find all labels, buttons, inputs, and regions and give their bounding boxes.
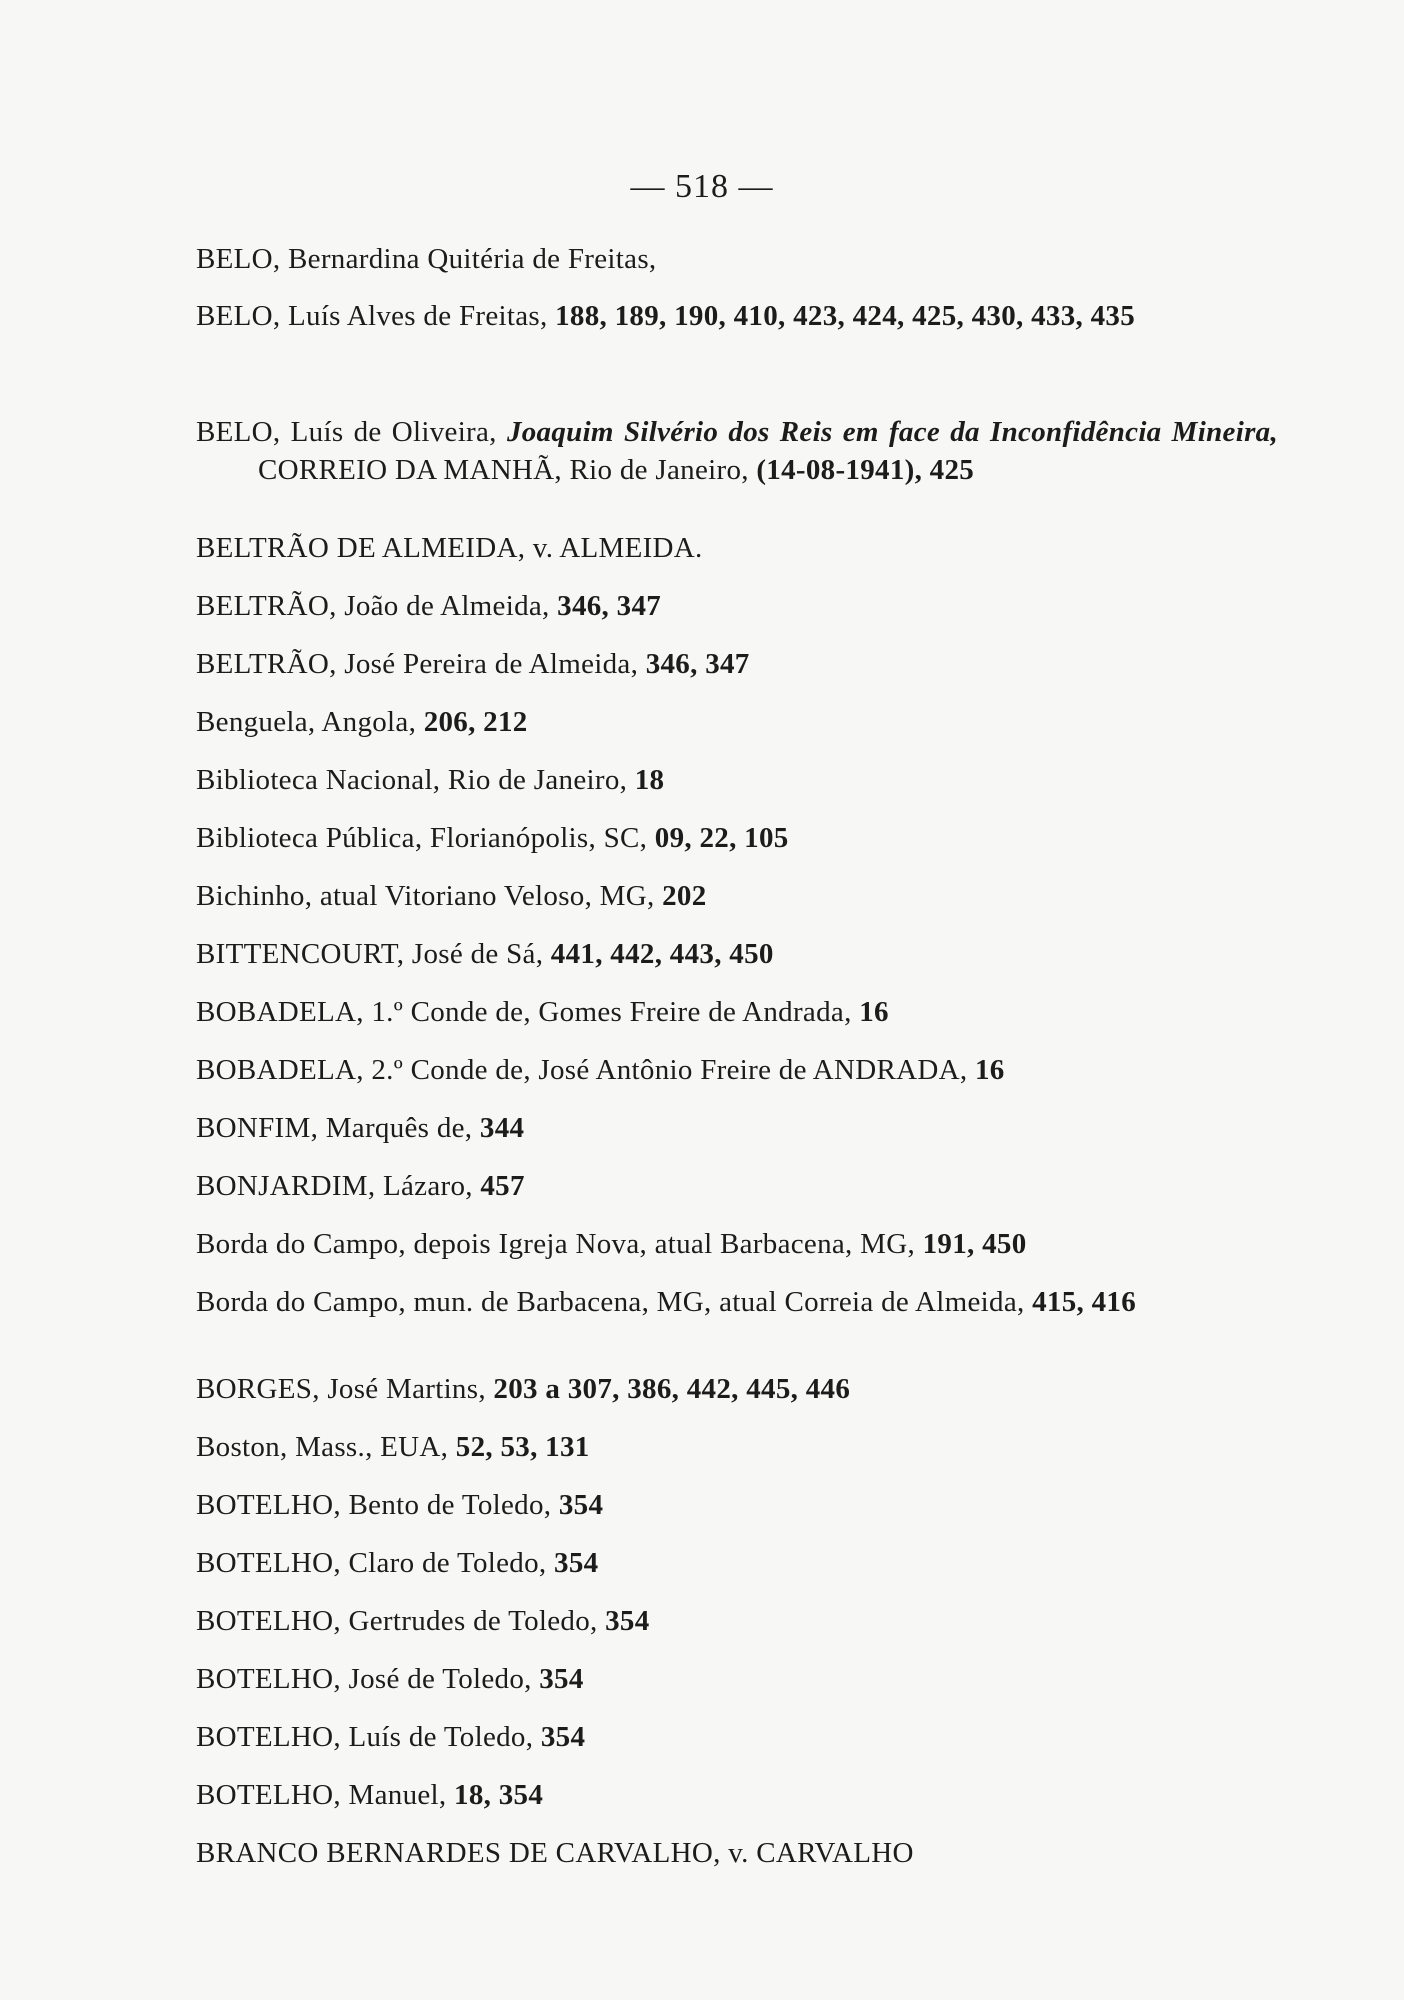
entry-text: Borda do Campo, mun. de Barbacena, MG, atual Correia de Almeida, <box>196 1286 1033 1318</box>
entry-text: BRANCO BERNARDES DE CARVALHO, v. CARVALHO <box>196 1837 914 1869</box>
entry-text: BOBADELA, 2.º Conde de, José Antônio Freire de ANDRADA, <box>196 1054 975 1086</box>
index-entry <box>196 1225 1278 1263</box>
entry-pages: 354 <box>558 1489 604 1521</box>
index-entry <box>196 935 1278 973</box>
entry-text: BELO, Luís de Oliveira, <box>196 416 507 448</box>
entry-pages: 441, 442, 443, 450 <box>550 938 774 970</box>
entry-text: Biblioteca Pública, Florianópolis, SC, <box>196 822 655 854</box>
index-entry <box>196 1718 1278 1756</box>
index-entry <box>196 703 1278 741</box>
entry-pages: 344 <box>479 1112 525 1144</box>
index-entry <box>196 1283 1278 1321</box>
index-entry <box>196 1660 1278 1698</box>
entry-pages: 206, 212 <box>423 706 528 738</box>
entry-text: BELTRÃO, José Pereira de Almeida, <box>196 648 646 680</box>
index-entry <box>196 297 1278 335</box>
index-entry <box>196 529 1278 567</box>
index-entry <box>196 645 1278 683</box>
entry-pages: 415, 416 <box>1032 1286 1137 1318</box>
index-entry <box>196 1428 1278 1466</box>
entry-text: BELO, Bernardina Quitéria de Freitas, <box>196 243 657 275</box>
entry-pages: 09, 22, 105 <box>654 822 789 854</box>
entry-pages: 202 <box>662 880 707 912</box>
entry-pages: 346, 347 <box>645 648 750 680</box>
entry-text: BONJARDIM, Lázaro, <box>196 1170 481 1202</box>
entry-text: BELTRÃO, João de Almeida, <box>196 590 558 622</box>
entry-pages: 457 <box>480 1170 525 1202</box>
entry-text: BITTENCOURT, José de Sá, <box>196 938 551 970</box>
entry-text: BOTELHO, Bento de Toledo, <box>196 1489 559 1521</box>
entry-text: BELO, Luís Alves de Freitas, <box>196 300 556 332</box>
entry-pages: 16 <box>859 996 889 1028</box>
index-entry <box>196 1370 1278 1408</box>
entry-pages: 354 <box>540 1721 586 1753</box>
entry-pages: 203 a 307, 386, 442, 445, 446 <box>493 1373 851 1405</box>
entry-text: BORGES, José Martins, <box>196 1373 494 1405</box>
index-entry <box>196 587 1278 625</box>
entry-text: BELTRÃO DE ALMEIDA, v. ALMEIDA. <box>196 532 703 564</box>
entry-text: Benguela, Angola, <box>196 706 424 738</box>
entry-text: Borda do Campo, depois Igreja Nova, atual Barbacena, MG, <box>196 1228 923 1260</box>
entry-pages: 18, 354 <box>454 1779 544 1811</box>
index-entry <box>196 1167 1278 1205</box>
entry-pages: 191, 450 <box>922 1228 1027 1260</box>
index-entry <box>196 1109 1278 1147</box>
index-entry <box>196 819 1278 857</box>
entry-text: Biblioteca Nacional, Rio de Janeiro, <box>196 764 635 796</box>
entry-text: BONFIM, Marquês de, <box>196 1112 480 1144</box>
entry-pages: 16 <box>974 1054 1005 1086</box>
entry-title: Joaquim Silvério dos Reis em face da Inconfidência Mineira, <box>506 416 1279 448</box>
index-entry <box>196 240 1278 278</box>
index-entry <box>196 1602 1278 1640</box>
entry-pages: 354 <box>605 1605 650 1637</box>
index-entry <box>196 877 1278 915</box>
index-entry <box>196 1051 1278 1089</box>
index-entry <box>196 1544 1278 1582</box>
entry-text: BOBADELA, 1.º Conde de, Gomes Freire de Andrada, <box>196 996 860 1028</box>
entry-text: BOTELHO, José de Toledo, <box>196 1663 540 1695</box>
index-entry <box>196 1834 1278 1872</box>
entry-pages: 188, 189, 190, 410, 423, 424, 425, 430, 433, 435 <box>555 300 1135 332</box>
entry-text: BOTELHO, Gertrudes de Toledo, <box>196 1605 606 1637</box>
entry-pages: (14-08-1941), 425 <box>756 454 975 486</box>
entry-pages: 354 <box>554 1547 599 1579</box>
entry-text: Boston, Mass., EUA, <box>196 1431 456 1463</box>
entry-text: BOTELHO, Claro de Toledo, <box>196 1547 555 1579</box>
entry-pages: 52, 53, 131 <box>455 1431 590 1463</box>
entry-pages: 18 <box>634 764 665 796</box>
entry-pages: 354 <box>539 1663 584 1695</box>
index-entry <box>196 761 1278 799</box>
index-entry <box>196 1776 1278 1814</box>
entry-text: Bichinho, atual Vitoriano Veloso, MG, <box>196 880 663 912</box>
entry-text: CORREIO DA MANHÃ, Rio de Janeiro, <box>258 454 757 486</box>
entry-pages: 346, 347 <box>557 590 662 622</box>
entry-text: BOTELHO, Luís de Toledo, <box>196 1721 541 1753</box>
index-entry <box>196 1486 1278 1524</box>
page-number: — 518 — <box>630 168 774 205</box>
index-entry <box>196 993 1278 1031</box>
index-entry <box>196 413 1278 489</box>
entry-text: BOTELHO, Manuel, <box>196 1779 455 1811</box>
